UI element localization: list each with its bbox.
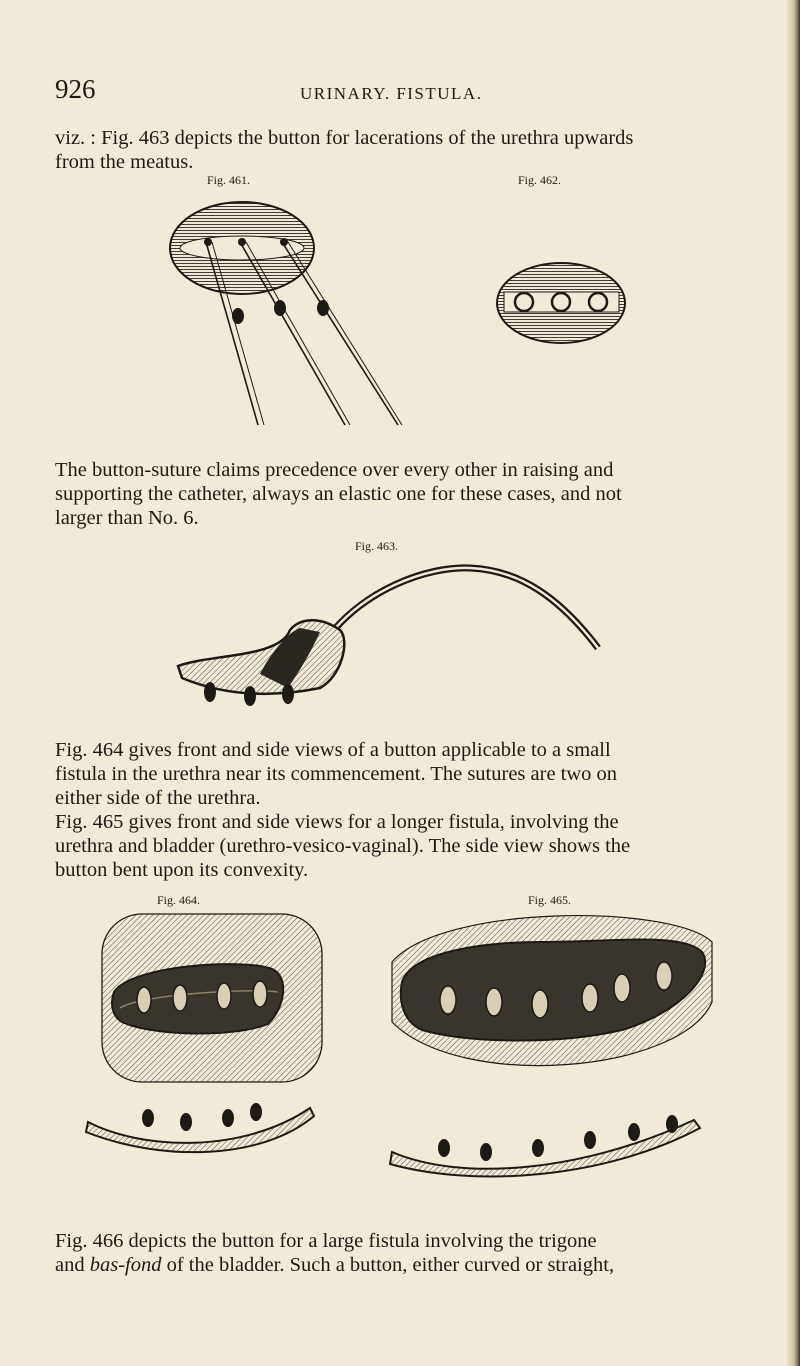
text-line: fistula in the urethra near its commencement. The sutures are two on xyxy=(55,763,618,785)
fig-464-label: Fig. 464. xyxy=(157,893,201,907)
fig-463-label: Fig. 463. xyxy=(355,539,399,553)
text-line: larger than No. 6. xyxy=(55,507,199,529)
text-line: either side of the urethra. xyxy=(55,787,261,809)
fig-461-label: Fig. 461. xyxy=(207,173,251,187)
paragraph-fig-464 xyxy=(55,738,745,810)
paragraph-fig-465 xyxy=(55,810,745,882)
text-line: Fig. 465 gives front and side views for a longer fistula, involving the xyxy=(55,811,619,833)
fig-462-button xyxy=(494,258,629,348)
fig-461-button-with-needles xyxy=(160,190,420,430)
paragraph-button-suture xyxy=(55,458,745,530)
fig-465-button-front-and-side xyxy=(382,912,717,1177)
text-segment: of the bladder. Such a button, either curved or straight, xyxy=(161,1254,615,1276)
text-line: button bent upon its convexity. xyxy=(55,859,309,881)
book-spine-edge xyxy=(786,0,800,1366)
fig-463-button-with-catheter xyxy=(170,558,610,718)
text-line: from the meatus. xyxy=(55,151,194,173)
running-head: URINARY. FISTULA. xyxy=(300,84,483,103)
text-line: supporting the catheter, always an elastic one for these cases, and not xyxy=(55,483,622,505)
text-line: Fig. 466 depicts the button for a large fistula involving the trigone xyxy=(55,1230,597,1252)
text-line: urethra and bladder (urethro-vesico-vaginal). The side view shows the xyxy=(55,835,631,857)
text-line xyxy=(55,1253,745,1277)
text-segment: and xyxy=(55,1254,90,1276)
paragraph-fig-463-intro xyxy=(55,126,745,174)
page-header xyxy=(55,74,745,114)
fig-464-button-front-and-side xyxy=(82,912,332,1162)
paragraph-fig-466 xyxy=(55,1229,745,1277)
page-number: 926 xyxy=(55,74,96,104)
text-line: The button-suture claims precedence over every other in raising and xyxy=(55,459,614,481)
fig-465-label: Fig. 465. xyxy=(528,893,572,907)
italic-term: bas-fond xyxy=(89,1254,162,1276)
text-line: Fig. 464 gives front and side views of a button applicable to a small xyxy=(55,739,611,761)
fig-462-label: Fig. 462. xyxy=(518,173,562,187)
text-line: viz. : Fig. 463 depicts the button for lacerations of the urethra upwards xyxy=(55,127,634,149)
